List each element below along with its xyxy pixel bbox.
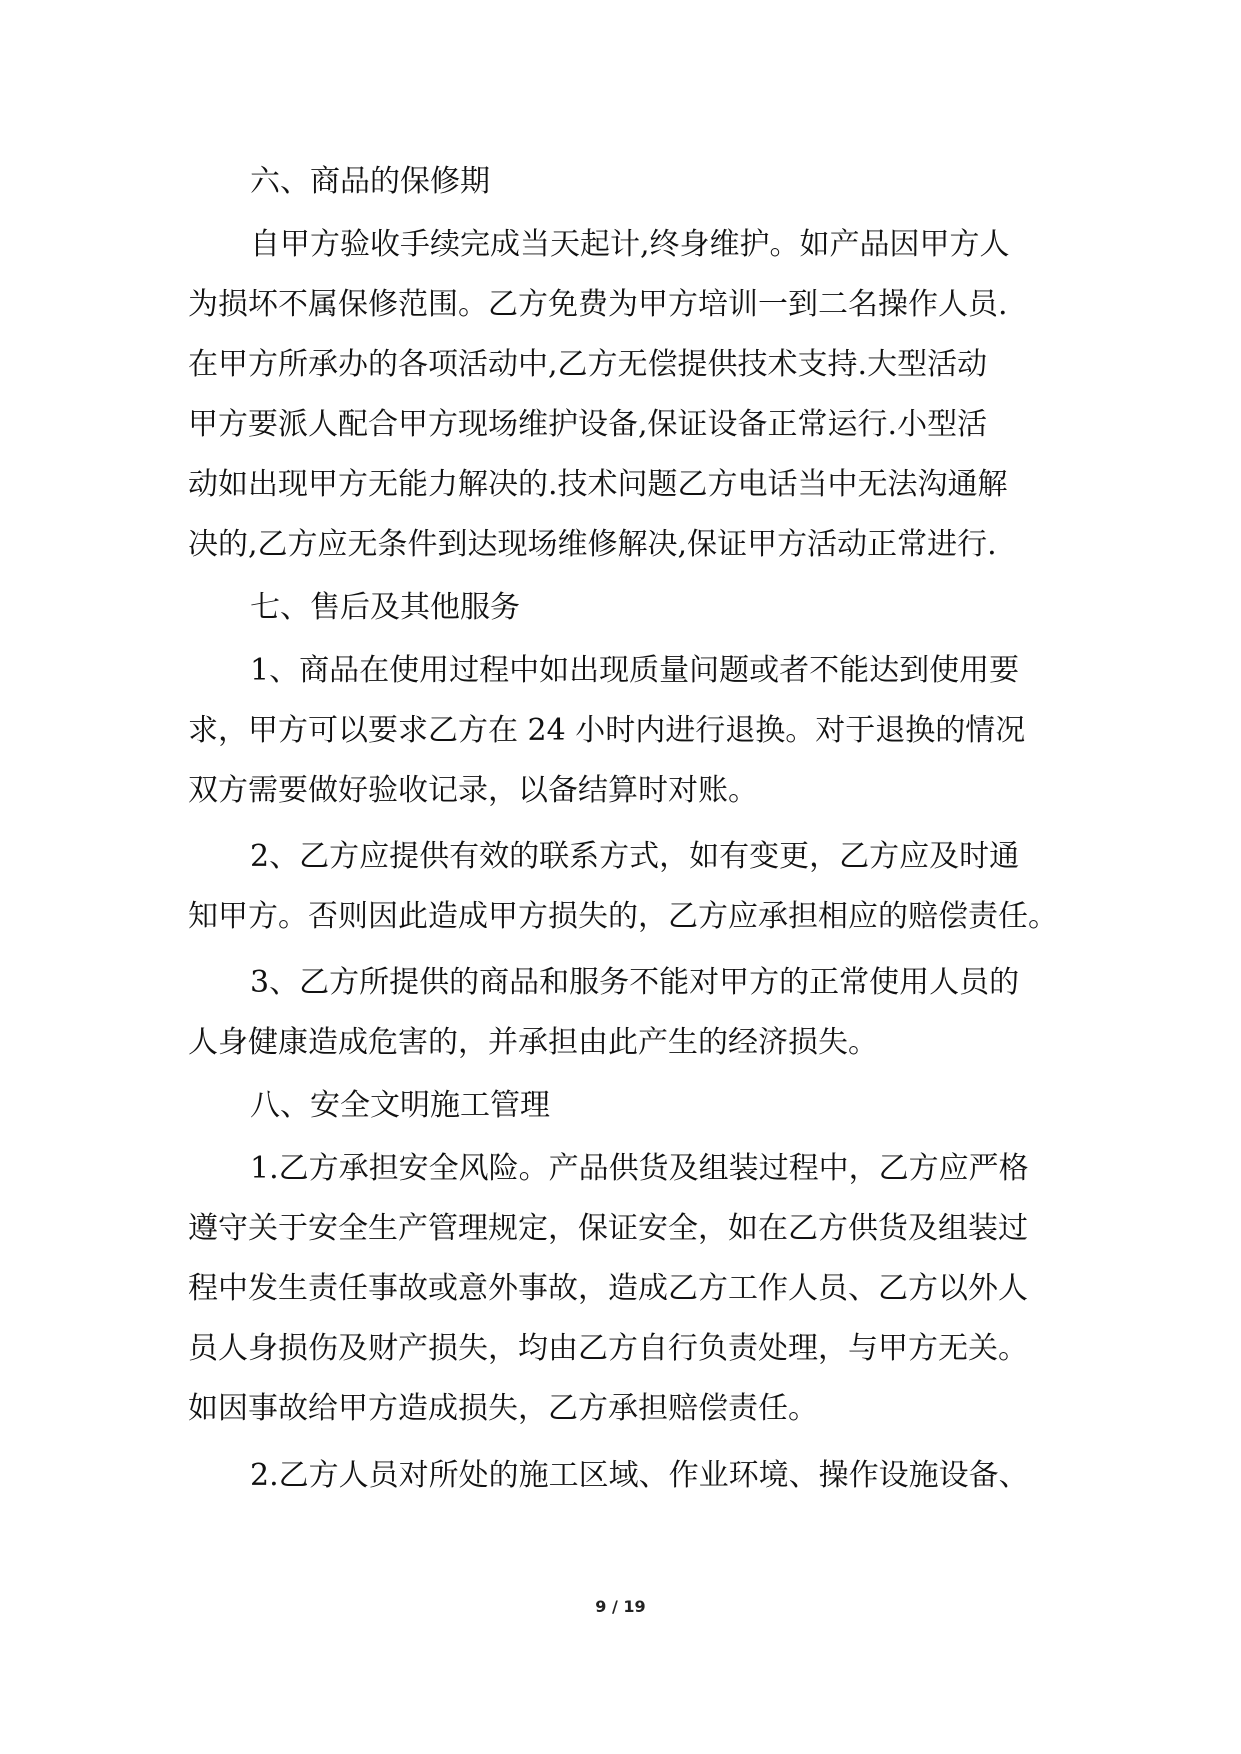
paragraph-line: 为损坏不属保修范围。乙方免费为甲方培训一到二名操作人员. [188,287,1008,322]
paragraph-line: 人身健康造成危害的，并承担由此产生的经济损失。 [188,1025,878,1060]
paragraph-line: 员人身损伤及财产损失，均由乙方自行负责处理，与甲方无关。 [188,1331,1028,1366]
paragraph-line: 2、乙方应提供有效的联系方式，如有变更，乙方应及时通 [250,839,1020,874]
paragraph-line: 1.乙方承担安全风险。产品供货及组装过程中，乙方应严格 [250,1151,1029,1186]
paragraph-line: 甲方要派人配合甲方现场维护设备,保证设备正常运行.小型活 [188,407,988,442]
paragraph-line: 如因事故给甲方造成损失，乙方承担赔偿责任。 [188,1391,818,1426]
paragraph-line: 知甲方。否则因此造成甲方损失的，乙方应承担相应的赔偿责任。 [188,899,1058,934]
paragraph-line: 3、乙方所提供的商品和服务不能对甲方的正常使用人员的 [250,965,1020,1000]
section-heading-7: 七、售后及其他服务 [250,590,520,625]
paragraph-line: 程中发生责任事故或意外事故，造成乙方工作人员、乙方以外人 [188,1271,1028,1306]
section-heading-6: 六、商品的保修期 [250,164,490,199]
paragraph-line: 求，甲方可以要求乙方在 24 小时内进行退换。对于退换的情况 [188,713,1026,748]
paragraph-line: 动如出现甲方无能力解决的.技术问题乙方电话当中无法沟通解 [188,467,1008,502]
page-number: 9 / 19 [595,1597,646,1616]
paragraph-line: 决的,乙方应无条件到达现场维修解决,保证甲方活动正常进行. [188,527,997,562]
paragraph-line: 自甲方验收手续完成当天起计,终身维护。如产品因甲方人 [250,227,1010,262]
paragraph-line: 双方需要做好验收记录，以备结算时对账。 [188,773,758,808]
paragraph-line: 在甲方所承办的各项活动中,乙方无偿提供技术支持.大型活动 [188,347,988,382]
paragraph-line: 2.乙方人员对所处的施工区域、作业环境、操作设施设备、 [250,1458,1029,1493]
section-heading-8: 八、安全文明施工管理 [250,1088,550,1123]
paragraph-line: 1、商品在使用过程中如出现质量问题或者不能达到使用要 [250,653,1020,688]
paragraph-line: 遵守关于安全生产管理规定，保证安全，如在乙方供货及组装过 [188,1211,1028,1246]
